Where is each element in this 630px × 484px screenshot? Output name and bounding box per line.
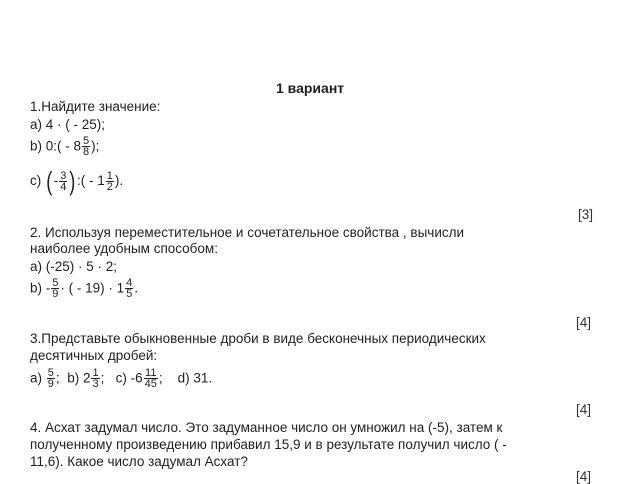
fraction-numerator: 5 — [52, 277, 59, 289]
task1-b-fraction — [82, 136, 90, 157]
fraction-numerator: 1 — [92, 367, 99, 379]
variant-title: 1 вариант — [276, 80, 345, 96]
task3-c-fraction — [144, 368, 158, 389]
fraction-numerator: 5 — [83, 135, 90, 147]
task3-d: d) 31. — [177, 370, 213, 386]
task2-a: a) (-25) · 5 · 2; — [30, 259, 118, 274]
task3-heading-line2: десятичных дробей: — [30, 348, 158, 363]
task1-heading: 1.Найдите значение: — [30, 99, 161, 114]
task2-b — [30, 278, 138, 299]
task1-a: a) 4 · ( - 25); — [30, 117, 106, 132]
fraction-denominator: 45 — [144, 378, 157, 390]
fraction-denominator: 9 — [47, 378, 54, 390]
fraction-numerator: 4 — [126, 277, 133, 289]
task3-b-suffix: ; — [100, 370, 105, 386]
task1-b-suffix: ); — [91, 138, 100, 154]
task2-b-fraction1 — [51, 278, 59, 299]
right-paren: ) — [69, 166, 76, 196]
task2-b-fraction2 — [125, 278, 133, 299]
task3-a-prefix: a) — [30, 370, 43, 386]
task1-c: c) (- $\frac{3}{4}$ ):( - 1 $\frac{1}{2}$ ). — [30, 166, 124, 196]
task2-b-mid: · ( - 19) · 1 — [60, 280, 125, 296]
task1-c-suffix: ). — [114, 173, 124, 188]
task3-heading-line1: 3.Представьте обыкновенные дроби в виде бесконечных периодических — [30, 331, 486, 346]
task2-b-prefix: b) - — [30, 280, 51, 296]
task3-items — [30, 368, 212, 389]
task1-b-prefix: b) 0:( - 8 — [30, 138, 82, 154]
task3-a-fraction — [47, 368, 55, 389]
task2-heading-line2: наиболее удобным способом: — [30, 241, 218, 256]
fraction-numerator: 1 — [106, 169, 113, 182]
task2-b-suffix: . — [134, 280, 139, 296]
fraction-numerator: 5 — [47, 367, 54, 379]
task1-c-prefix: c) — [30, 173, 42, 188]
fraction-denominator: 8 — [83, 146, 90, 158]
task2-heading-line1: 2. Используя переместительное и сочетательное свойства , вычисли — [30, 225, 465, 240]
task4-mark: [4] — [576, 469, 592, 484]
fraction-denominator: 4 — [60, 180, 67, 193]
task3-b-prefix: b) 2 — [67, 370, 91, 386]
task3-b-fraction — [91, 368, 99, 389]
task1-mark: [3] — [578, 207, 594, 222]
task3-mark: [4] — [576, 402, 592, 417]
task3-c-prefix: c) -6 — [115, 370, 143, 386]
task1-c-fraction2 — [106, 171, 114, 192]
fraction-denominator: 9 — [52, 288, 59, 300]
task4-line2: полученному произведению прибавил 15,9 и в результате получил число ( - — [30, 437, 507, 452]
task1-c-mid: :( - 1 — [76, 173, 105, 188]
task4-line3: 11,6). Какое число задумал Асхат? — [30, 454, 248, 469]
fraction-denominator: 2 — [106, 180, 113, 193]
task4-line1: 4. Асхат задумал число. Это задуманное число он умножил на (-5), затем к — [30, 420, 503, 435]
fraction-denominator: 5 — [126, 288, 133, 300]
fraction-denominator: 3 — [92, 378, 99, 390]
task3-a-suffix: ; — [55, 370, 60, 386]
fraction-numerator: 3 — [60, 169, 67, 182]
left-paren: ( — [46, 166, 53, 196]
task3-c-suffix: ; — [158, 370, 163, 386]
task1-b — [30, 136, 99, 157]
fraction-numerator: 11 — [145, 367, 157, 379]
task1-c-fraction1 — [59, 171, 67, 192]
task2-mark: [4] — [576, 315, 592, 330]
